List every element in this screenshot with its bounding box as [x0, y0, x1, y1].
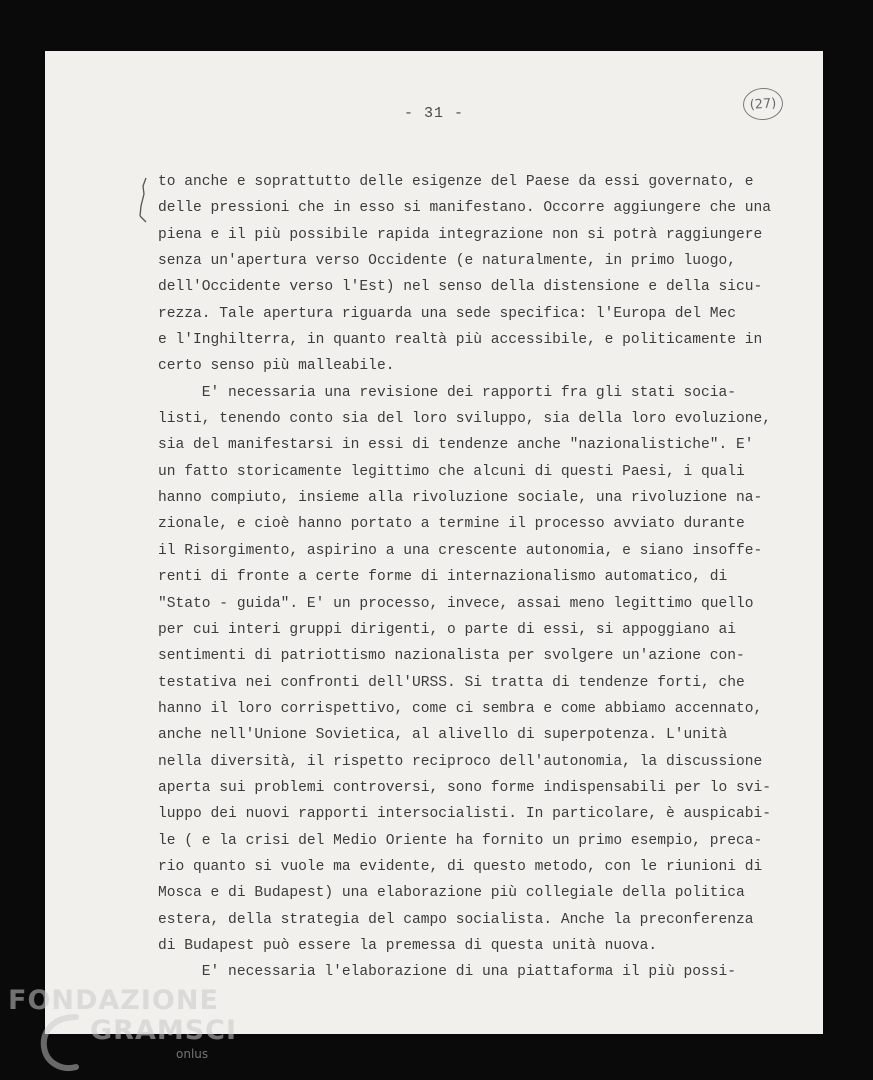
text-line: aperta sui problemi controversi, sono forme indispensabili per lo svi-	[158, 779, 772, 796]
text-line: hanno il loro corrispettivo, come ci sembra e come abbiamo accennato,	[158, 700, 763, 717]
watermark-suffix: onlus	[176, 1047, 209, 1061]
margin-mark-icon	[137, 176, 151, 226]
text-line: un fatto storicamente legittimo che alcuni di questi Paesi, i quali	[158, 463, 745, 480]
text-line: il Risorgimento, aspirino a una crescente autonomia, e siano insoffe-	[158, 542, 763, 559]
text-line: to anche e soprattutto delle esigenze del Paese da essi governato, e	[158, 174, 754, 190]
text-line: di Budapest può essere la premessa di questa unità nuova.	[158, 937, 658, 954]
text-line: per cui interi gruppi dirigenti, o parte di essi, si appoggiano ai	[158, 621, 737, 638]
text-line: piena e il più possibile rapida integrazione non si potrà raggiungere	[158, 226, 763, 243]
text-line: rio quanto si vuole ma evidente, di questo metodo, con le riunioni di	[158, 858, 763, 875]
text-line: le ( e la crisi del Medio Oriente ha fornito un primo esempio, preca-	[158, 832, 763, 849]
page-number: - 31 -	[403, 105, 464, 122]
watermark-logo	[8, 985, 238, 1075]
text-line: hanno compiuto, insieme alla rivoluzione sociale, una rivoluzione na-	[158, 490, 763, 507]
text-line: Mosca e di Budapest) una elaborazione più collegiale della politica	[158, 885, 745, 902]
archive-stamp: (27)	[742, 87, 784, 122]
text-line: E' necessaria l'elaborazione di una piattaforma il più possi-	[158, 964, 737, 981]
text-line: rezza. Tale apertura riguarda una sede specifica: l'Europa del Mec	[158, 305, 737, 322]
watermark-subtitle: GRAMSCI	[90, 1015, 238, 1046]
text-line: sia del manifestarsi in essi di tendenze anche "nazionalistiche". E'	[158, 437, 754, 454]
document-page	[45, 51, 823, 1034]
text-line: delle pressioni che in esso si manifestano. Occorre aggiungere che una	[158, 200, 772, 217]
text-line: listi, tenendo conto sia del loro sviluppo, sia della loro evoluzione,	[158, 411, 772, 428]
text-line: certo senso più malleabile.	[158, 358, 395, 375]
text-line: E' necessaria una revisione dei rapporti fra gli stati socia-	[158, 384, 737, 401]
text-line: luppo dei nuovi rapporti intersocialisti. In particolare, è auspicabi-	[158, 806, 772, 823]
text-line: e l'Inghilterra, in quanto realtà più accessibile, e politicamente in	[158, 332, 763, 349]
text-line: estera, della strategia del campo socialista. Anche la preconferenza	[158, 911, 754, 928]
text-line: sentimenti di patriottismo nazionalista per svolgere un'azione con-	[158, 648, 745, 665]
text-line: "Stato - guida". E' un processo, invece, assai meno legittimo quello	[158, 595, 754, 612]
watermark-title: FONDAZIONE	[8, 985, 219, 1016]
text-line: renti di fronte a certe forme di internazionalismo automatico, di	[158, 569, 728, 586]
text-line: senza un'apertura verso Occidente (e naturalmente, in primo luogo,	[158, 253, 737, 270]
body-text	[158, 169, 808, 986]
text-line: nella diversità, il rispetto reciproco dell'autonomia, la discussione	[158, 753, 763, 770]
text-line: zionale, e cioè hanno portato a termine il processo avviato durante	[158, 516, 745, 533]
text-line: dell'Occidente verso l'Est) nel senso della distensione e della sicu-	[158, 279, 763, 296]
text-line: testativa nei confronti dell'URSS. Si tratta di tendenze forti, che	[158, 674, 745, 691]
text-line: anche nell'Unione Sovietica, al alivello di superpotenza. L'unità	[158, 727, 728, 744]
